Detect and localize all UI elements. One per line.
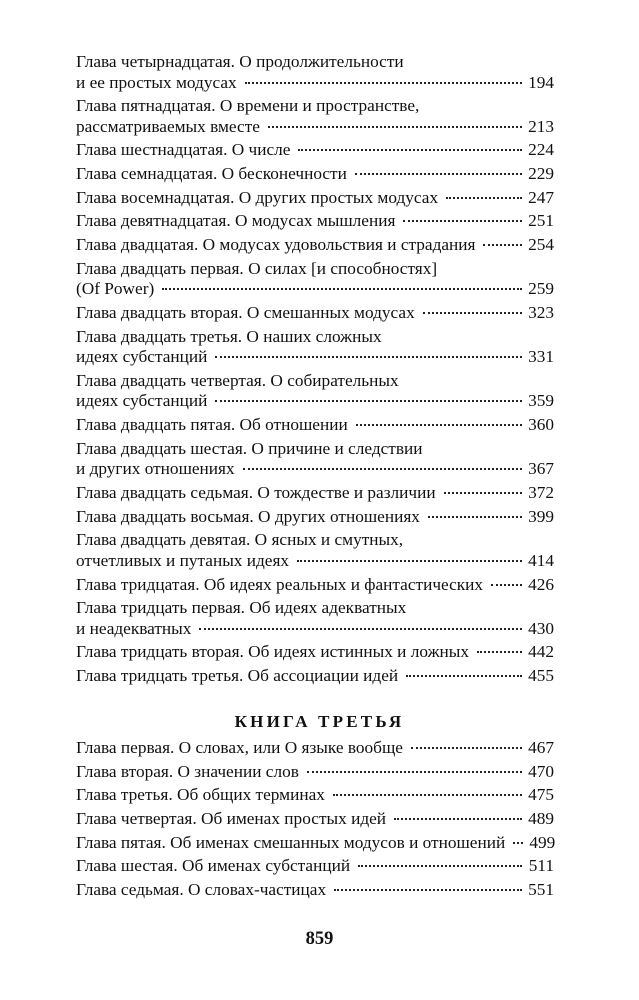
toc-entry (76, 96, 554, 137)
dot-leader (444, 492, 522, 494)
entry-title: идеях субстанций (76, 347, 208, 367)
toc-entry (76, 327, 554, 368)
dot-leader (268, 126, 522, 128)
entry-title: и других отношениях (76, 459, 235, 479)
dot-leader (199, 628, 522, 630)
entry-title: Глава двадцать седьмая. О тождестве и различии (76, 482, 436, 502)
entry-title-line: Глава четырнадцатая. О продолжительности (76, 52, 404, 71)
page-number: 442 (528, 642, 554, 662)
toc-entry (76, 880, 554, 901)
table-of-contents-book-three (76, 738, 554, 904)
dot-leader (334, 889, 522, 891)
dot-leader (297, 560, 522, 562)
dot-leader (477, 651, 522, 653)
entry-title: Глава восемнадцатая. О других простых модусах (76, 187, 439, 207)
page-number: 254 (528, 235, 554, 255)
page-number: 489 (528, 809, 554, 829)
entry-title: рассматриваемых вместе (76, 116, 260, 136)
toc-entry (76, 371, 554, 412)
toc-entry (76, 785, 554, 806)
toc-entry (76, 762, 554, 783)
dot-leader (423, 312, 522, 314)
toc-entry (76, 530, 554, 571)
page-number: 323 (528, 303, 554, 322)
page-number: 247 (528, 187, 554, 207)
entry-title: Глава двадцать пятая. Об отношении (76, 415, 348, 435)
entry-title: Глава девятнадцатая. О модусах мышления (76, 211, 396, 231)
entry-title-line: Глава двадцать четвертая. О собирательных (76, 370, 399, 390)
entry-title: Глава пятая. Об именах смешанных модусов и отношений (76, 832, 506, 852)
toc-entry (76, 235, 554, 256)
entry-title: Глава двадцать вторая. О смешанных модусах (76, 303, 415, 322)
dot-leader (406, 675, 522, 677)
toc-entry (76, 738, 554, 759)
page-number: 475 (528, 785, 554, 805)
page-number: 455 (528, 666, 554, 686)
entry-title: отчетливых и путаных идеях (76, 550, 290, 570)
page-number: 430 (528, 618, 554, 638)
toc-entry (76, 575, 554, 596)
entry-title-line: Глава двадцать шестая. О причине и следствии (76, 438, 423, 458)
toc-entry (76, 303, 554, 324)
dot-leader (215, 356, 522, 358)
page-number: 331 (528, 347, 554, 367)
entry-title: Глава первая. О словах, или О языке вообще (76, 738, 403, 757)
page-number: 551 (528, 880, 554, 900)
toc-entry (76, 415, 554, 436)
entry-title-line: Глава двадцать девятая. О ясных и смутных, (76, 530, 404, 550)
dot-leader (411, 747, 522, 749)
dot-leader (428, 516, 522, 518)
dot-leader (298, 149, 522, 151)
toc-entry (76, 439, 554, 480)
dot-leader (356, 424, 522, 426)
dot-leader (333, 794, 522, 796)
dot-leader (355, 173, 522, 175)
toc-entry (76, 140, 554, 161)
page-folio: 859 (305, 929, 334, 949)
toc-entry (76, 809, 554, 830)
entry-title: (Of Power) (76, 279, 155, 299)
page-number: 399 (528, 506, 554, 526)
page-number: 499 (529, 832, 556, 852)
page-number: 229 (528, 164, 554, 184)
toc-entry (76, 642, 554, 663)
dot-leader (162, 288, 522, 290)
page-number: 511 (528, 856, 554, 876)
dot-leader (483, 244, 522, 246)
toc-entry (76, 483, 554, 504)
entry-title: Глава тридцатая. Об идеях реальных и фантастических (76, 574, 484, 594)
entry-title-line: Глава двадцать третья. О наших сложных (76, 326, 382, 346)
page-number: 224 (528, 140, 554, 160)
entry-title: Глава третья. Об общих терминах (76, 785, 325, 805)
page-number: 426 (528, 574, 554, 594)
toc-entry (76, 52, 554, 93)
page-number: 414 (528, 550, 554, 570)
dot-leader (358, 865, 522, 867)
entry-title: Глава тридцать третья. Об ассоциации идей (76, 666, 399, 686)
entry-title: Глава шестнадцатая. О числе (76, 140, 291, 160)
dot-leader (394, 818, 522, 820)
page-number: 367 (528, 459, 554, 479)
dot-leader (513, 842, 523, 844)
entry-title: Глава двадцать восьмая. О других отношениях (76, 506, 420, 526)
page-number: 467 (528, 738, 554, 757)
entry-title: Глава седьмая. О словах-частицах (76, 880, 327, 900)
toc-entry (76, 598, 554, 639)
toc-entry (76, 164, 554, 185)
dot-leader (403, 220, 522, 222)
dot-leader (245, 82, 522, 84)
toc-entry (76, 856, 554, 877)
toc-entry (76, 211, 554, 232)
toc-entry (76, 666, 554, 687)
entry-title: Глава вторая. О значении слов (76, 761, 299, 781)
dot-leader (243, 468, 522, 470)
entry-title: и ее простых модусах (76, 72, 237, 92)
entry-title-line: Глава двадцать первая. О силах [и способностях] (76, 258, 438, 278)
entry-title-line: Глава тридцать первая. Об идеях адекватных (76, 598, 407, 618)
entry-title: и неадекватных (76, 618, 192, 638)
entry-title: Глава двадцатая. О модусах удовольствия и страдания (76, 235, 476, 255)
toc-entry (76, 188, 554, 209)
page-number: 372 (528, 482, 554, 502)
page-number: 470 (528, 761, 554, 781)
entry-title: Глава шестая. Об именах субстанций (76, 856, 351, 876)
page-number: 213 (528, 116, 554, 136)
entry-title: идеях субстанций (76, 391, 208, 411)
section-heading: КНИГА ТРЕТЬЯ (234, 712, 405, 731)
entry-title: Глава тридцать вторая. Об идеях истинных и ложных (76, 642, 470, 662)
toc-entry (76, 833, 554, 854)
page-number: 360 (528, 415, 554, 435)
dot-leader (307, 771, 522, 773)
page-number: 251 (528, 211, 554, 231)
dot-leader (215, 400, 522, 402)
toc-entry (76, 259, 554, 300)
page-number: 359 (528, 391, 554, 411)
entry-title: Глава семнадцатая. О бесконечности (76, 164, 347, 184)
toc-entry (76, 507, 554, 528)
dot-leader (446, 197, 522, 199)
dot-leader (491, 584, 522, 586)
page-number: 194 (528, 72, 554, 92)
table-of-contents-book-two (76, 52, 554, 690)
entry-title: Глава четвертая. Об именах простых идей (76, 809, 387, 829)
page-number: 259 (528, 279, 554, 299)
entry-title-line: Глава пятнадцатая. О времени и пространстве, (76, 96, 420, 116)
